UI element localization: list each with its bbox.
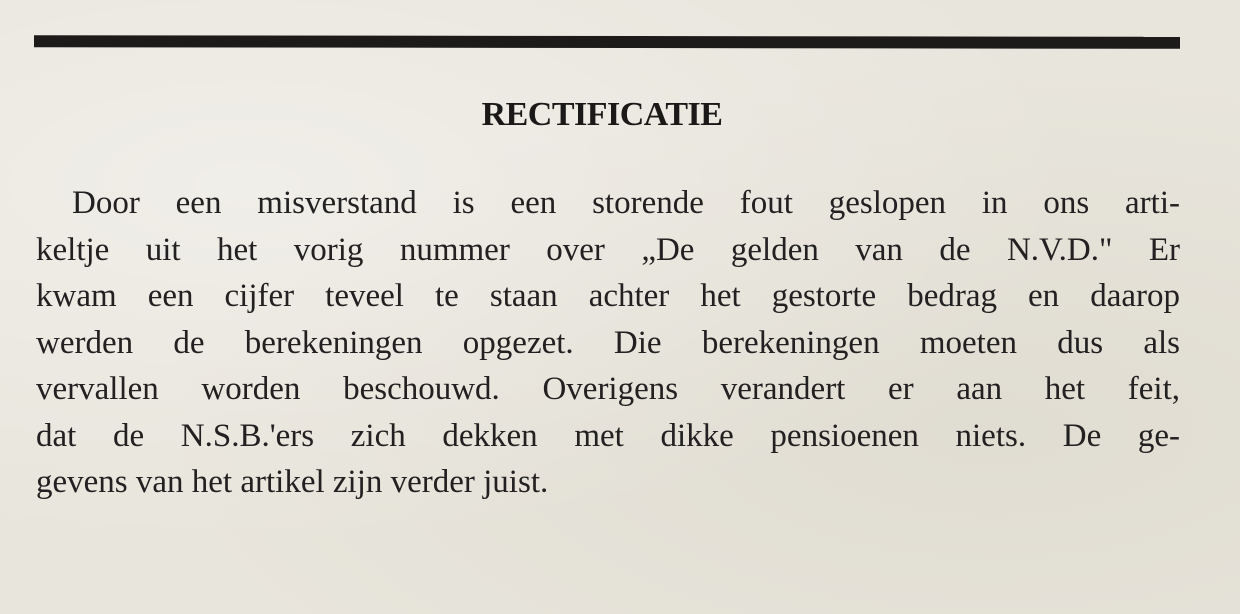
article-line: vervallen worden beschouwd. Overigens verandert er aan het feit, [36,371,1180,407]
article-body [36,180,1180,506]
article-line: kwam een cijfer teveel te staan achter het gestorte bedrag en daarop [36,278,1180,314]
top-rule [34,35,1180,49]
article-line: gevens van het artikel zijn verder juist. [36,464,549,500]
article-line: werden de berekeningen opgezet. Die berekeningen moeten dus als [36,324,1180,361]
article-title: RECTIFICATIE [481,96,723,133]
article-line: dat de N.S.B.'ers zich dekken met dikke pensioenen niets. De ge- [36,417,1180,454]
article-line: keltje uit het vorig nummer over „De gelden van de N.V.D." Er [36,231,1180,268]
article-line: Door een misverstand is een storende fout geslopen in ons arti- [72,185,1180,221]
